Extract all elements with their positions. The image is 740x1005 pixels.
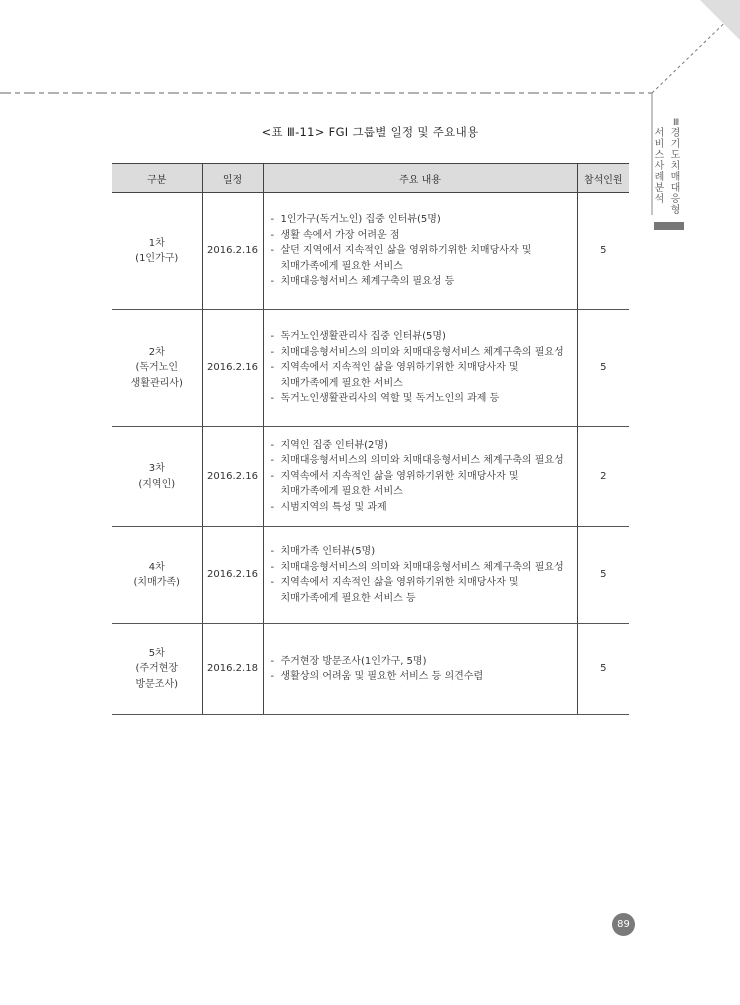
group-label-line: 2차 — [148, 346, 165, 358]
side-title-char: 도 — [670, 150, 681, 161]
content-item — [271, 438, 576, 454]
attendee-count-cell: 2 — [577, 427, 629, 527]
bullet-dash: - — [270, 455, 275, 467]
content-item-text: 지역속에서 지속적인 삶을 영위하기위한 치매당사자 및 — [280, 577, 519, 588]
content-item-continuation: 치매가족에게 필요한 서비스 — [280, 486, 403, 498]
content-item-text: 생활상의 어려움 및 필요한 서비스 등 의견수렴 — [280, 671, 484, 682]
content-item — [271, 360, 576, 376]
content-item-text: 치매대응형서비스의 의미와 치매대응형서비스 체계구축의 필요성 — [280, 346, 564, 358]
table-row — [112, 310, 629, 427]
group-cell — [112, 427, 202, 527]
content-item-text: 치매대응형서비스의 의미와 치매대응형서비스 체계구축의 필요성 — [280, 561, 564, 573]
side-title-column-2 — [670, 128, 681, 216]
group-label-line: (주거현장 — [135, 663, 179, 675]
page-number: 89 — [612, 913, 635, 936]
content-item-text: 독거노인생활관리사 집중 인터뷰(5명) — [280, 331, 446, 343]
content-item — [271, 654, 576, 670]
group-cell — [112, 193, 202, 310]
side-title-char: 서 — [654, 128, 665, 139]
content-item-continuation: 치매가족에게 필요한 서비스 — [280, 260, 403, 272]
bullet-dash: - — [270, 393, 275, 405]
bullet-dash: - — [270, 229, 275, 241]
group-cell — [112, 624, 202, 715]
bullet-dash: - — [270, 470, 275, 482]
bullet-dash: - — [270, 362, 275, 374]
content-item — [271, 544, 576, 560]
side-title-char: 치 — [670, 161, 681, 172]
bullet-dash: - — [270, 655, 275, 667]
content-item-text: 시범지역의 특성 및 과제 — [280, 501, 387, 513]
corner-fold — [700, 0, 740, 40]
side-title-char: 석 — [654, 194, 665, 205]
group-label-line: (치매가족) — [133, 577, 180, 588]
content-cell — [263, 193, 577, 310]
content-item — [271, 391, 576, 407]
content-item — [271, 243, 576, 259]
content-item — [271, 212, 576, 228]
chapter-number: Ⅲ — [673, 118, 680, 128]
group-label-line: (1인가구) — [135, 253, 179, 264]
group-label-line: (독거노인 — [135, 362, 179, 374]
content-cell — [263, 527, 577, 624]
side-title-char: 매 — [670, 172, 681, 183]
content-item — [271, 560, 576, 576]
group-cell — [112, 310, 202, 427]
bullet-dash: - — [270, 561, 275, 573]
content-item-text: 치매대응형서비스 체계구축의 필요성 등 — [280, 276, 455, 288]
table-row — [112, 193, 629, 310]
date-cell: 2016.2.18 — [202, 624, 263, 715]
side-chapter-bar — [654, 222, 684, 230]
attendee-count-cell: 5 — [577, 527, 629, 624]
group-label-line: 1차 — [148, 237, 165, 249]
content-item-text: 살던 지역에서 지속적인 삶을 영위하기위한 치매당사자 및 — [280, 245, 532, 257]
bullet-dash: - — [270, 214, 275, 226]
table-row — [112, 527, 629, 624]
content-item-text: 치매대응형서비스의 의미와 치매대응형서비스 체계구축의 필요성 — [280, 455, 564, 467]
bullet-dash: - — [270, 577, 275, 588]
content-item-text: 1인가구(독거노인) 집중 인터뷰(5명) — [280, 214, 441, 226]
content-cell — [263, 427, 577, 527]
table-header-row — [112, 164, 629, 193]
bullet-dash: - — [270, 501, 275, 513]
content-item — [271, 669, 576, 685]
date-cell: 2016.2.16 — [202, 527, 263, 624]
date-cell: 2016.2.16 — [202, 310, 263, 427]
header-attendees: 참석인원 — [577, 164, 629, 193]
group-label-line: 4차 — [148, 561, 165, 573]
content-item-text: 생활 속에서 가장 어려운 점 — [280, 229, 400, 241]
attendee-count-cell: 5 — [577, 624, 629, 715]
group-cell — [112, 527, 202, 624]
header-content: 주요 내용 — [263, 164, 577, 193]
header-group: 구분 — [112, 164, 202, 193]
group-label-line: 생활관리사) — [130, 377, 183, 389]
content-item-continuation: 치매가족에게 필요한 서비스 — [280, 377, 403, 389]
content-item — [271, 228, 576, 244]
table-row — [112, 624, 629, 715]
bullet-dash: - — [270, 439, 275, 451]
side-title-char: 스 — [654, 150, 665, 161]
content-item-continuation: 치매가족에게 필요한 서비스 등 — [280, 592, 416, 604]
side-title-char: 비 — [654, 139, 665, 150]
side-title-char: 례 — [654, 172, 665, 183]
table-body — [112, 193, 629, 715]
content-item-text: 지역속에서 지속적인 삶을 영위하기위한 치매당사자 및 — [280, 470, 519, 482]
content-item — [271, 469, 576, 485]
side-title-char: 경 — [670, 128, 681, 139]
attendee-count-cell: 5 — [577, 193, 629, 310]
bullet-dash: - — [270, 346, 275, 358]
bullet-dash: - — [270, 546, 275, 557]
date-cell: 2016.2.16 — [202, 427, 263, 527]
side-title-char: 분 — [654, 183, 665, 194]
bullet-dash: - — [270, 245, 275, 257]
content-item — [271, 274, 576, 290]
group-label-line: 5차 — [148, 647, 165, 659]
content-item — [271, 575, 576, 591]
content-item-text: 지역인 집중 인터뷰(2명) — [280, 439, 388, 451]
group-label-line: 3차 — [148, 463, 165, 474]
side-title-char: 대 — [670, 183, 681, 194]
content-item-text: 지역속에서 지속적인 삶을 영위하기위한 치매당사자 및 — [280, 362, 519, 374]
content-item — [271, 453, 576, 469]
content-item — [271, 345, 576, 361]
content-item — [271, 500, 576, 516]
content-cell — [263, 310, 577, 427]
group-label-line: (지역인) — [138, 478, 176, 490]
attendee-count-cell: 5 — [577, 310, 629, 427]
date-cell: 2016.2.16 — [202, 193, 263, 310]
content-cell — [263, 624, 577, 715]
content-item-text: 독거노인생활관리사의 역할 및 독거노인의 과제 등 — [280, 393, 500, 405]
content-item-text: 치매가족 인터뷰(5명) — [280, 546, 376, 557]
bullet-dash: - — [270, 671, 275, 682]
side-title-char: 기 — [670, 139, 681, 150]
header-date: 일정 — [202, 164, 263, 193]
group-label-line: 방문조사) — [135, 678, 179, 690]
fgi-schedule-table — [112, 163, 629, 715]
table-caption: <표 Ⅲ-11> FGI 그룹별 일정 및 주요내용 — [261, 125, 479, 139]
side-title-char: 형 — [670, 205, 681, 216]
table-row — [112, 427, 629, 527]
side-title-char: 사 — [654, 161, 665, 172]
content-item — [271, 329, 576, 345]
bullet-dash: - — [270, 331, 275, 343]
side-title-char: 응 — [670, 194, 681, 205]
bullet-dash: - — [270, 276, 275, 288]
content-item-text: 주거현장 방문조사(1인가구, 5명) — [280, 655, 427, 667]
